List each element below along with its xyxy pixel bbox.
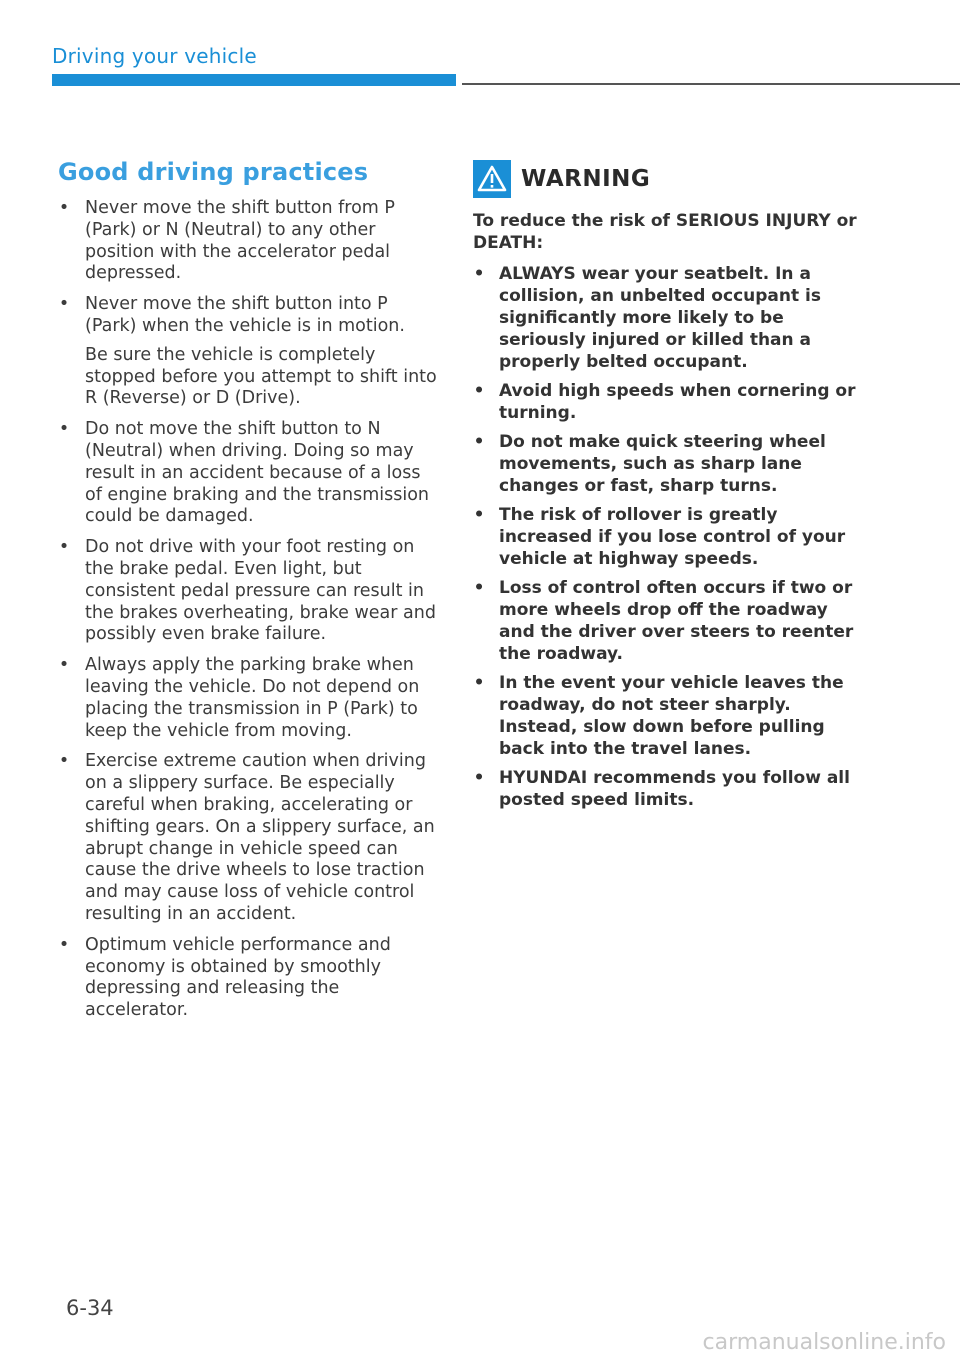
bullet: • (473, 578, 485, 598)
header-accent-bar (52, 74, 456, 86)
bullet: • (58, 198, 70, 218)
bullet: • (58, 934, 70, 955)
bullet: • (58, 419, 70, 440)
warning-item-text: In the event your vehicle leaves the roadway, do not steer sharply. Instead, slow down before pulling back into the travel lanes. (499, 673, 844, 759)
list-item-text: Optimum vehicle performance and economy is obtained by smoothly depressing and releasing the accelerator. (85, 934, 391, 1021)
bullet: • (58, 655, 70, 676)
warning-header (473, 160, 858, 198)
warning-item (473, 767, 858, 811)
list-item (58, 198, 438, 285)
warning-item (473, 263, 858, 373)
list-item (58, 419, 438, 528)
chapter-header: Driving your vehicle (52, 44, 257, 68)
warning-item (473, 504, 858, 570)
warning-box (473, 160, 858, 818)
list-item (58, 655, 438, 742)
list-item-text: Do not drive with your foot resting on the brake pedal. Even light, but consistent pedal pressure can result in the brakes overheating, brake wear and possibly even brake failure. (85, 537, 436, 645)
list-item-text: Never move the shift button from P (Park) or N (Neutral) to any other position with the accelerator pedal depressed. (85, 198, 395, 284)
warning-item-text: ALWAYS wear your seatbelt. In a collision, an unbelted occupant is significantly more likely to be seriously injured or killed than a properly belted occupant. (499, 264, 821, 372)
warning-item-text: Loss of control often occurs if two or more wheels drop off the roadway and the driver over steers to reenter the roadway. (499, 578, 854, 664)
warning-item-text: HYUNDAI recommends you follow all posted speed limits. (499, 768, 850, 810)
list-item (58, 751, 438, 925)
list-item (58, 294, 438, 410)
warning-item-text: The risk of rollover is greatly increased if you lose control of your vehicle at highway speeds. (499, 505, 846, 569)
warning-list (473, 263, 858, 811)
warning-intro: To reduce the risk of SERIOUS INJURY or DEATH: (473, 211, 857, 253)
bullet: • (58, 751, 70, 772)
bullet: • (58, 537, 70, 558)
bullet: • (473, 673, 485, 693)
list-item (58, 537, 438, 646)
bullet: • (473, 505, 485, 525)
section-title: Good driving practices (58, 158, 369, 186)
bullet: • (473, 768, 485, 788)
list-item-text: Exercise extreme caution when driving on a slippery surface. Be especially careful when braking, accelerating or shifting gears. On a slippery surface, an abrupt change in vehicle speed can cause the drive wheels to lose traction and may cause loss of vehicle control resulting in an accident. (85, 751, 435, 924)
list-item-note: Be sure the vehicle is completely stopped before you attempt to shift into R (Reverse) or D (Drive). (85, 344, 437, 409)
bullet: • (473, 264, 485, 284)
warning-triangle-icon (473, 160, 511, 198)
warning-item (473, 672, 858, 760)
list-item (58, 935, 438, 1022)
bullet: • (473, 381, 485, 401)
bullet: • (473, 432, 485, 452)
bullet: • (58, 294, 70, 315)
page-number: 6-34 (66, 1296, 114, 1320)
warning-item (473, 577, 858, 665)
good-driving-practices-section (58, 158, 438, 1031)
header-divider (462, 83, 960, 85)
list-item-text: Always apply the parking brake when leaving the vehicle. Do not depend on placing the transmission in P (Park) to keep the vehicle from moving. (85, 655, 420, 741)
list-item-text: Do not move the shift button to N (Neutral) when driving. Doing so may result in an accident because of a loss of engine braking and the transmission could be damaged. (85, 419, 430, 527)
watermark: carmanualsonline.info (702, 1330, 946, 1355)
practices-list (58, 198, 438, 1022)
warning-item (473, 380, 858, 424)
list-item-text: Never move the shift button into P (Park) when the vehicle is in motion. (85, 294, 405, 336)
warning-item-text: Avoid high speeds when cornering or turning. (499, 381, 856, 423)
warning-item (473, 431, 858, 497)
warning-item-text: Do not make quick steering wheel movements, such as sharp lane changes or fast, sharp turns. (499, 432, 826, 496)
warning-title: WARNING (521, 166, 651, 192)
